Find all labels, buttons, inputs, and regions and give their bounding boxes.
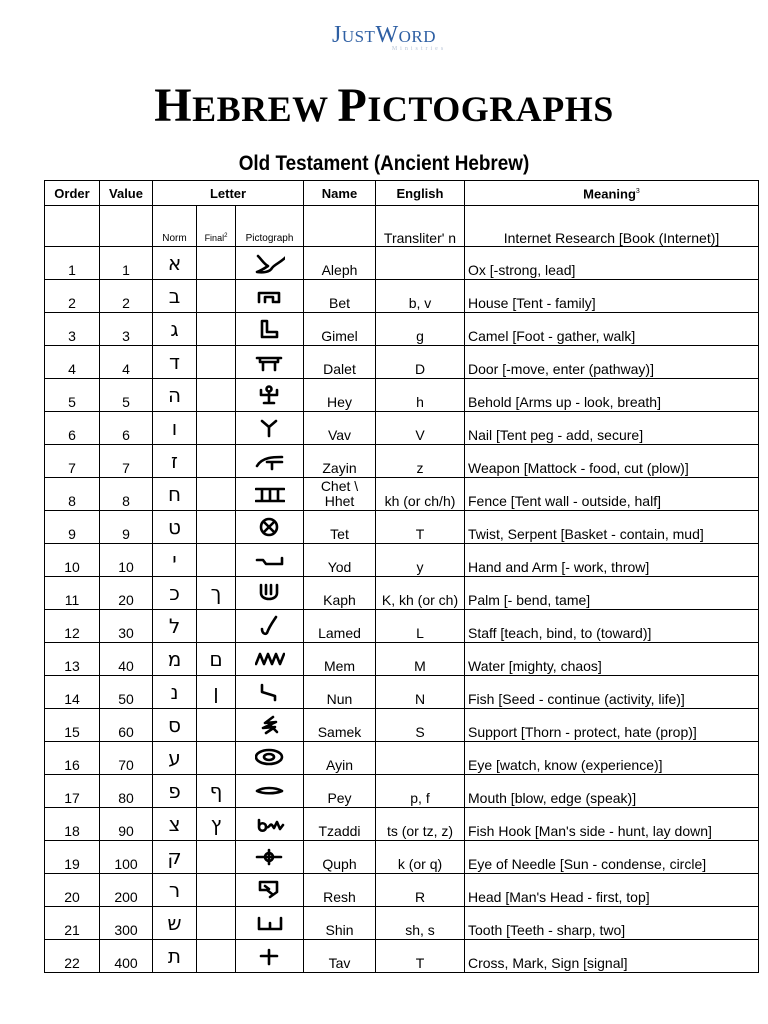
cell-english: D: [376, 346, 465, 379]
alphabet-table: [44, 180, 759, 973]
logo: [0, 22, 768, 52]
cell-value: 6: [100, 412, 153, 445]
logo-wordmark: JUSTWORD: [331, 22, 437, 48]
cell-name: Nun: [304, 676, 376, 709]
cell-order: 8: [45, 478, 100, 511]
foot-icon: [255, 318, 285, 340]
cell-english: kh (or ch/h): [376, 478, 465, 511]
cell-order: 6: [45, 412, 100, 445]
cell-value: 300: [100, 907, 153, 940]
cell-pictograph: [236, 346, 304, 379]
cell-meaning: Door [-move, enter (pathway)]: [465, 346, 759, 379]
cross-icon: [255, 945, 285, 967]
door-icon: [255, 351, 285, 373]
cell-pictograph: [236, 511, 304, 544]
cell-letter-norm: מ: [153, 643, 197, 676]
tent-wall-icon: [255, 483, 285, 505]
cell-name: Shin: [304, 907, 376, 940]
cell-letter-final: [197, 709, 236, 742]
cell-letter-norm: א: [153, 247, 197, 280]
cell-value: 400: [100, 940, 153, 973]
cell-letter-norm: ט: [153, 511, 197, 544]
cell-value: 4: [100, 346, 153, 379]
cell-meaning: Tooth [Teeth - sharp, two]: [465, 907, 759, 940]
mans-head-icon: [255, 879, 285, 901]
cell-value: 30: [100, 610, 153, 643]
cell-letter-final: ך: [197, 577, 236, 610]
cell-value: 5: [100, 379, 153, 412]
cell-pictograph: [236, 412, 304, 445]
cell-pictograph: [236, 808, 304, 841]
cell-meaning: House [Tent - family]: [465, 280, 759, 313]
palm-icon: [255, 582, 285, 604]
cell-meaning: Camel [Foot - gather, walk]: [465, 313, 759, 346]
cell-order: 22: [45, 940, 100, 973]
cell-letter-final: [197, 412, 236, 445]
cell-pictograph: [236, 247, 304, 280]
cell-name: Dalet: [304, 346, 376, 379]
cell-name: Zayin: [304, 445, 376, 478]
cell-english: N: [376, 676, 465, 709]
cell-letter-norm: ח: [153, 478, 197, 511]
cell-order: 3: [45, 313, 100, 346]
page-title: HEBREW PICTOGRAPHS: [154, 79, 614, 132]
cell-letter-norm: ס: [153, 709, 197, 742]
cell-letter-norm: ב: [153, 280, 197, 313]
table-row: [45, 742, 759, 775]
cell-letter-final: [197, 841, 236, 874]
cell-order: 9: [45, 511, 100, 544]
basket-icon: [255, 516, 285, 538]
cell-name: Mem: [304, 643, 376, 676]
cell-name: Aleph: [304, 247, 376, 280]
cell-meaning: Behold [Arms up - look, breath]: [465, 379, 759, 412]
cell-letter-norm: ה: [153, 379, 197, 412]
table-row: [45, 346, 759, 379]
cell-order: 7: [45, 445, 100, 478]
table-row: [45, 247, 759, 280]
cell-value: 70: [100, 742, 153, 775]
cell-pictograph: [236, 841, 304, 874]
cell-letter-norm: צ: [153, 808, 197, 841]
cell-value: 90: [100, 808, 153, 841]
cell-english: [376, 742, 465, 775]
table-row: [45, 841, 759, 874]
cell-name: Tet: [304, 511, 376, 544]
cell-value: 40: [100, 643, 153, 676]
cell-order: 12: [45, 610, 100, 643]
cell-meaning: Hand and Arm [- work, throw]: [465, 544, 759, 577]
mattock-icon: [255, 450, 285, 472]
header-meaning: Meaning$^3$: [465, 181, 759, 206]
cell-letter-norm: כ: [153, 577, 197, 610]
cell-letter-norm: י: [153, 544, 197, 577]
cell-order: 16: [45, 742, 100, 775]
arms-up-icon: [255, 384, 285, 406]
table-row: [45, 379, 759, 412]
cell-english: [376, 247, 465, 280]
cell-letter-norm: ש: [153, 907, 197, 940]
cell-pictograph: [236, 280, 304, 313]
cell-order: 5: [45, 379, 100, 412]
cell-english: V: [376, 412, 465, 445]
seed-icon: [255, 681, 285, 703]
table-row: [45, 412, 759, 445]
cell-english: g: [376, 313, 465, 346]
cell-value: 2: [100, 280, 153, 313]
cell-name: Lamed: [304, 610, 376, 643]
cell-order: 13: [45, 643, 100, 676]
water-icon: [255, 648, 285, 670]
mans-side-icon: [255, 813, 285, 835]
cell-meaning: Eye of Needle [Sun - condense, circle]: [465, 841, 759, 874]
cell-letter-norm: ק: [153, 841, 197, 874]
cell-letter-norm: פ: [153, 775, 197, 808]
cell-order: 17: [45, 775, 100, 808]
cell-name: Chet \ Hhet: [304, 478, 376, 511]
cell-english: y: [376, 544, 465, 577]
cell-name: Quph: [304, 841, 376, 874]
table-row: [45, 643, 759, 676]
cell-meaning: Ox [-strong, lead]: [465, 247, 759, 280]
cell-english: k (or q): [376, 841, 465, 874]
logo-subtitle: Ministries: [391, 46, 447, 52]
table-row: [45, 577, 759, 610]
cell-order: 1: [45, 247, 100, 280]
table-row: [45, 544, 759, 577]
cell-english: S: [376, 709, 465, 742]
cell-english: M: [376, 643, 465, 676]
cell-value: 3: [100, 313, 153, 346]
cell-order: 21: [45, 907, 100, 940]
cell-english: z: [376, 445, 465, 478]
subheader-pictograph: Pictograph: [236, 206, 304, 247]
header-name: Name: [304, 181, 376, 206]
cell-value: 9: [100, 511, 153, 544]
table-row: [45, 511, 759, 544]
cell-meaning: Mouth [blow, edge (speak)]: [465, 775, 759, 808]
thorn-icon: [255, 714, 285, 736]
cell-name: Vav: [304, 412, 376, 445]
cell-meaning: Fish [Seed - continue (activity, life)]: [465, 676, 759, 709]
table-row: [45, 940, 759, 973]
cell-letter-final: [197, 346, 236, 379]
cell-letter-final: [197, 907, 236, 940]
cell-value: 50: [100, 676, 153, 709]
cell-english: R: [376, 874, 465, 907]
cell-pictograph: [236, 445, 304, 478]
cell-value: 60: [100, 709, 153, 742]
subheader-translit: Transliter' n: [376, 206, 465, 247]
cell-letter-norm: ר: [153, 874, 197, 907]
cell-value: 1: [100, 247, 153, 280]
cell-english: h: [376, 379, 465, 412]
cell-english: p, f: [376, 775, 465, 808]
cell-english: T: [376, 511, 465, 544]
cell-pictograph: [236, 544, 304, 577]
cell-pictograph: [236, 478, 304, 511]
cell-letter-norm: ת: [153, 940, 197, 973]
header-english: English: [376, 181, 465, 206]
cell-meaning: Fish Hook [Man's side - hunt, lay down]: [465, 808, 759, 841]
cell-value: 7: [100, 445, 153, 478]
sun-horizon-icon: [255, 846, 285, 868]
cell-name: Kaph: [304, 577, 376, 610]
table-row: [45, 808, 759, 841]
cell-letter-final: [197, 940, 236, 973]
cell-name: Pey: [304, 775, 376, 808]
cell-order: 19: [45, 841, 100, 874]
cell-value: 100: [100, 841, 153, 874]
cell-pictograph: [236, 676, 304, 709]
header-order: Order: [45, 181, 100, 206]
table-row: [45, 775, 759, 808]
cell-meaning: Head [Man's Head - first, top]: [465, 874, 759, 907]
cell-order: 10: [45, 544, 100, 577]
cell-name: Gimel: [304, 313, 376, 346]
cell-english: b, v: [376, 280, 465, 313]
subheader-norm: Norm: [153, 206, 197, 247]
cell-letter-final: [197, 511, 236, 544]
cell-pictograph: [236, 874, 304, 907]
cell-meaning: Staff [teach, bind, to (toward)]: [465, 610, 759, 643]
cell-letter-final: [197, 742, 236, 775]
cell-english: ts (or tz, z): [376, 808, 465, 841]
cell-pictograph: [236, 643, 304, 676]
eye-icon: [255, 747, 285, 769]
cell-pictograph: [236, 775, 304, 808]
cell-letter-norm: ג: [153, 313, 197, 346]
cell-letter-norm: ע: [153, 742, 197, 775]
cell-value: 20: [100, 577, 153, 610]
cell-letter-norm: ד: [153, 346, 197, 379]
cell-pictograph: [236, 742, 304, 775]
cell-meaning: Palm [- bend, tame]: [465, 577, 759, 610]
cell-order: 15: [45, 709, 100, 742]
table-row: [45, 445, 759, 478]
subheader-meaning: Internet Research [Book (Internet)]: [465, 206, 759, 247]
cell-english: T: [376, 940, 465, 973]
cell-meaning: Eye [watch, know (experience)]: [465, 742, 759, 775]
header-letter: Letter: [153, 181, 304, 206]
cell-letter-norm: ל: [153, 610, 197, 643]
cell-letter-final: ץ: [197, 808, 236, 841]
cell-pictograph: [236, 709, 304, 742]
cell-pictograph: [236, 313, 304, 346]
cell-meaning: Twist, Serpent [Basket - contain, mud]: [465, 511, 759, 544]
cell-pictograph: [236, 577, 304, 610]
table-row: [45, 280, 759, 313]
page-subtitle: Old Testament (Ancient Hebrew): [238, 152, 530, 175]
cell-value: 80: [100, 775, 153, 808]
cell-value: 200: [100, 874, 153, 907]
cell-order: 11: [45, 577, 100, 610]
cell-name: Tav: [304, 940, 376, 973]
cell-order: 4: [45, 346, 100, 379]
ox-head-icon: [255, 252, 285, 274]
cell-name: Bet: [304, 280, 376, 313]
cell-meaning: Cross, Mark, Sign [signal]: [465, 940, 759, 973]
subheader-final: Final$^2$: [197, 206, 236, 247]
cell-letter-final: [197, 280, 236, 313]
staff-icon: [255, 615, 285, 637]
cell-letter-final: [197, 478, 236, 511]
cell-letter-final: [197, 247, 236, 280]
cell-name: Ayin: [304, 742, 376, 775]
cell-letter-final: [197, 610, 236, 643]
cell-letter-final: ף: [197, 775, 236, 808]
cell-pictograph: [236, 379, 304, 412]
cell-letter-final: [197, 544, 236, 577]
cell-letter-norm: ז: [153, 445, 197, 478]
cell-pictograph: [236, 907, 304, 940]
cell-order: 2: [45, 280, 100, 313]
cell-pictograph: [236, 940, 304, 973]
table-row: [45, 907, 759, 940]
table-row: [45, 676, 759, 709]
cell-value: 8: [100, 478, 153, 511]
cell-meaning: Weapon [Mattock - food, cut (plow)]: [465, 445, 759, 478]
cell-meaning: Nail [Tent peg - add, secure]: [465, 412, 759, 445]
cell-name: Yod: [304, 544, 376, 577]
teeth-icon: [255, 912, 285, 934]
cell-pictograph: [236, 610, 304, 643]
cell-name: Resh: [304, 874, 376, 907]
cell-english: sh, s: [376, 907, 465, 940]
cell-meaning: Water [mighty, chaos]: [465, 643, 759, 676]
cell-name: Hey: [304, 379, 376, 412]
tent-icon: [255, 285, 285, 307]
cell-letter-norm: ו: [153, 412, 197, 445]
cell-english: K, kh (or ch): [376, 577, 465, 610]
header-value: Value: [100, 181, 153, 206]
arm-hand-icon: [255, 549, 285, 571]
cell-meaning: Support [Thorn - protect, hate (prop)]: [465, 709, 759, 742]
table-row: [45, 874, 759, 907]
cell-letter-final: [197, 313, 236, 346]
cell-order: 14: [45, 676, 100, 709]
cell-letter-final: ם: [197, 643, 236, 676]
cell-order: 18: [45, 808, 100, 841]
table-row: [45, 313, 759, 346]
cell-letter-final: [197, 874, 236, 907]
cell-value: 10: [100, 544, 153, 577]
cell-letter-norm: נ: [153, 676, 197, 709]
cell-letter-final: ן: [197, 676, 236, 709]
cell-english: L: [376, 610, 465, 643]
tent-peg-icon: [255, 417, 285, 439]
cell-name: Samek: [304, 709, 376, 742]
cell-meaning: Fence [Tent wall - outside, half]: [465, 478, 759, 511]
cell-letter-final: [197, 445, 236, 478]
cell-name: Tzaddi: [304, 808, 376, 841]
cell-letter-final: [197, 379, 236, 412]
table-row: [45, 478, 759, 511]
mouth-icon: [255, 780, 285, 802]
cell-order: 20: [45, 874, 100, 907]
table-row: [45, 709, 759, 742]
table-row: [45, 610, 759, 643]
